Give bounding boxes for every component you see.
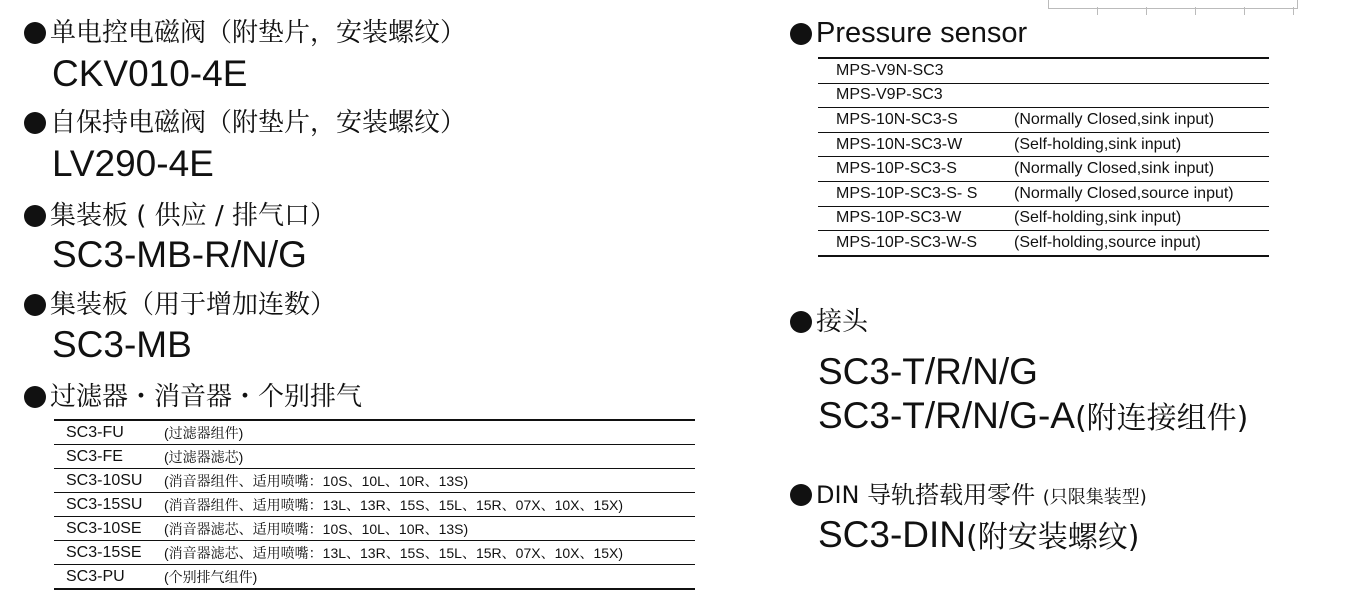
part-description: (过滤器组件) [154, 420, 695, 445]
model-sc3-din: SC3-DIN [818, 514, 967, 555]
table-row [54, 493, 695, 517]
table-row [54, 445, 695, 469]
section-title-text: 接头 [816, 307, 869, 337]
part-code: SC3-15SU [54, 493, 154, 517]
bullet-icon [790, 311, 812, 333]
table-row [818, 206, 1269, 231]
part-code: SC3-10SU [54, 469, 154, 493]
section-title-text: 集装板 ( 供应 / 排气口） [50, 201, 336, 231]
bullet-icon [24, 22, 46, 44]
part-code: SC3-FE [54, 445, 154, 469]
part-code: SC3-15SE [54, 541, 154, 565]
section-title-text: 单电控电磁阀（附垫片，安装螺纹） [50, 18, 467, 48]
model-sc3-trng: SC3-T/R/N/G [818, 351, 1038, 392]
sensor-code: MPS-10P-SC3-W [818, 206, 1006, 231]
model-sc3-mb: SC3-MB [52, 324, 192, 365]
part-code: SC3-10SE [54, 517, 154, 541]
section-title-single-solenoid [24, 18, 466, 48]
model-sc3-mb-rng: SC3-MB-R/N/G [52, 234, 307, 275]
part-description: (过滤器滤芯) [154, 445, 695, 469]
bullet-icon [790, 484, 812, 506]
section-title-text: DIN 导轨搭载用零件 [816, 481, 1036, 509]
model-sc3-trng-a-line [818, 396, 1248, 439]
table-row [818, 58, 1269, 83]
model-note: (附安装螺纹) [966, 520, 1140, 555]
sensor-code: MPS-10P-SC3-S- S [818, 181, 1006, 206]
sensor-code: MPS-10N-SC3-W [818, 132, 1006, 157]
model-sc3-trng-a: SC3-T/R/N/G-A [818, 395, 1075, 436]
part-description: (个别排气组件) [154, 565, 695, 590]
section-title-manifold [24, 201, 336, 231]
part-description: (消音器滤芯、适用喷嘴：13L、13R、15S、15L、15R、07X、10X、15X) [154, 541, 695, 565]
part-code: SC3-FU [54, 420, 154, 445]
sensor-description [1006, 58, 1269, 83]
table-row [818, 181, 1269, 206]
bullet-icon [24, 112, 46, 134]
section-title-text: 自保持电磁阀（附垫片，安装螺纹） [50, 108, 467, 138]
table-row [818, 157, 1269, 182]
table-row [818, 132, 1269, 157]
section-title-fitting [790, 307, 868, 337]
part-description: (消音器滤芯、适用喷嘴：10S、10L、10R、13S) [154, 517, 695, 541]
table-row [818, 83, 1269, 108]
top-edge-fragment [1048, 0, 1298, 9]
part-code: SC3-PU [54, 565, 154, 590]
sensor-description: (Normally Closed,sink input) [1006, 108, 1269, 133]
model-ckv010: CKV010-4E [52, 53, 248, 94]
pressure-sensor-table [818, 57, 1269, 257]
section-title-text: 过滤器・消音器・个别排气 [50, 382, 363, 412]
model-sc3-din-line [818, 515, 1139, 558]
sensor-description: (Self-holding,sink input) [1006, 132, 1269, 157]
table-row [54, 517, 695, 541]
table-row [54, 469, 695, 493]
section-title-filter-silencer [24, 382, 362, 412]
sensor-description: (Self-holding,source input) [1006, 231, 1269, 256]
section-title-text: Pressure sensor [816, 17, 1028, 49]
part-description: (消音器组件、适用喷嘴：13L、13R、15S、15L、15R、07X、10X、15X) [154, 493, 695, 517]
bullet-icon [24, 205, 46, 227]
section-title-din-rail [790, 480, 1147, 513]
sensor-description: (Normally Closed,sink input) [1006, 157, 1269, 182]
sensor-code: MPS-10P-SC3-S [818, 157, 1006, 182]
table-row [54, 565, 695, 590]
sensor-description: (Self-holding,sink input) [1006, 206, 1269, 231]
section-title-note: (只限集装型) [1042, 487, 1147, 508]
table-row [818, 108, 1269, 133]
section-title-text: 集装板（用于增加连数） [50, 290, 337, 320]
sensor-code: MPS-V9N-SC3 [818, 58, 1006, 83]
bullet-icon [24, 294, 46, 316]
sensor-description: (Normally Closed,source input) [1006, 181, 1269, 206]
bullet-icon [790, 23, 812, 45]
sensor-code: MPS-10N-SC3-S [818, 108, 1006, 133]
table-row [818, 231, 1269, 256]
section-title-pressure-sensor [790, 18, 1027, 48]
table-row [54, 420, 695, 445]
section-title-self-holding [24, 108, 466, 138]
model-note: (附连接组件) [1074, 401, 1249, 436]
sensor-code: MPS-V9P-SC3 [818, 83, 1006, 108]
part-description: (消音器组件、适用喷嘴：10S、10L、10R、13S) [154, 469, 695, 493]
sensor-description [1006, 83, 1269, 108]
sensor-code: MPS-10P-SC3-W-S [818, 231, 1006, 256]
section-title-manifold-add [24, 290, 336, 320]
bullet-icon [24, 386, 46, 408]
table-row [54, 541, 695, 565]
filter-silencer-table [54, 419, 695, 590]
model-lv290: LV290-4E [52, 143, 214, 184]
